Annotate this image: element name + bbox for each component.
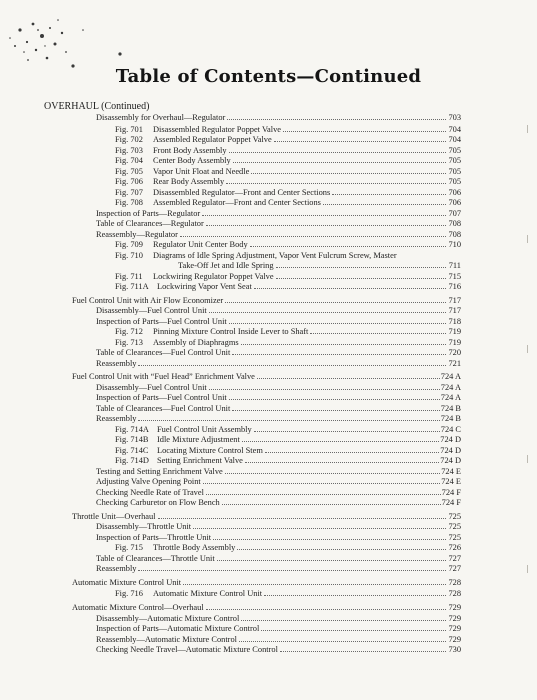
- figure-number: Fig. 703: [115, 146, 143, 155]
- toc-entry[interactable]: [115, 167, 461, 177]
- toc-entry[interactable]: [96, 383, 461, 393]
- entry-title: Pinning Mixture Control Inside Lever to Shaft: [153, 327, 309, 336]
- dot-leader: [229, 323, 446, 324]
- entry-title: Table of Clearances—Fuel Control Unit: [96, 348, 231, 357]
- dot-leader: [203, 483, 440, 484]
- dot-leader: [251, 173, 446, 174]
- toc-entry[interactable]: [115, 435, 461, 445]
- entry-title: Automatic Mixture Control Unit: [153, 589, 263, 598]
- toc-entry[interactable]: [115, 282, 461, 292]
- toc-entry[interactable]: [96, 635, 461, 645]
- figure-number: Fig. 712: [115, 327, 143, 336]
- dot-leader: [206, 609, 446, 610]
- toc-entry[interactable]: [115, 272, 461, 282]
- dot-leader: [138, 570, 446, 571]
- entry-title: Table of Clearances—Throttle Unit: [96, 554, 215, 563]
- dot-leader: [222, 504, 441, 505]
- page-number: 708: [448, 219, 461, 228]
- dot-leader: [138, 365, 446, 366]
- entry-title: Lockwiring Regulator Poppet Valve: [153, 272, 274, 281]
- figure-number: Fig. 707: [115, 188, 143, 197]
- dot-leader: [213, 539, 446, 540]
- page-number: 705: [448, 167, 461, 176]
- page-number: 725: [448, 522, 461, 531]
- page-number: 717: [448, 296, 461, 305]
- page-number: 724 C: [440, 425, 461, 434]
- page-number: 716: [448, 282, 461, 291]
- entry-title: Disassembled Regulator Poppet Valve: [153, 125, 282, 134]
- page-number: 729: [448, 614, 461, 623]
- toc-entry[interactable]: [96, 393, 461, 403]
- page-number: 725: [448, 533, 461, 542]
- page-number: 724 E: [441, 477, 461, 486]
- page-number: 715: [448, 272, 461, 281]
- entry-title: Assembled Regulator Poppet Valve: [153, 135, 272, 144]
- dot-leader: [254, 288, 446, 289]
- page-number: 725: [448, 512, 461, 521]
- toc-entry: [115, 251, 397, 261]
- dot-leader: [245, 462, 439, 463]
- dot-leader: [138, 420, 439, 421]
- page-number: 728: [448, 578, 461, 587]
- page-number: 729: [448, 635, 461, 644]
- entry-title: Idle Mixture Adjustment: [157, 435, 240, 444]
- entry-title: Fuel Control Unit with Air Flow Economizer: [72, 296, 224, 305]
- page-number: 727: [448, 554, 461, 563]
- dot-leader: [217, 560, 446, 561]
- dot-leader: [202, 215, 446, 216]
- toc-entry[interactable]: [72, 578, 461, 588]
- toc-entry[interactable]: [115, 135, 461, 145]
- entry-title: Inspection of Parts—Fuel Control Unit: [96, 393, 227, 402]
- page-number: 724 A: [440, 393, 461, 402]
- entry-title: Inspection of Parts—Automatic Mixture Control: [96, 624, 260, 633]
- toc-entry[interactable]: [96, 317, 461, 327]
- page-number: 724 D: [440, 446, 461, 455]
- dot-leader: [257, 378, 440, 379]
- dot-leader: [237, 549, 446, 550]
- entry-title: Fuel Control Unit with “Fuel Head” Enrichment Valve: [72, 372, 255, 381]
- figure-number: Fig. 704: [115, 156, 143, 165]
- page-number: 726: [448, 543, 461, 552]
- page-number: 705: [448, 146, 461, 155]
- entry-title: Setting Enrichment Valve: [157, 456, 243, 465]
- toc-entry[interactable]: [115, 146, 461, 156]
- entry-title: Inspection of Parts—Throttle Unit: [96, 533, 212, 542]
- dot-leader: [264, 595, 446, 596]
- toc-entry[interactable]: [96, 467, 461, 477]
- dot-leader: [227, 119, 446, 120]
- page-number: 719: [448, 327, 461, 336]
- entry-title: Table of Clearances—Fuel Control Unit: [96, 404, 231, 413]
- toc-entry[interactable]: [96, 359, 461, 369]
- dot-leader: [239, 641, 446, 642]
- entry-title: Assembly of Diaphragms: [153, 338, 239, 347]
- dot-leader: [232, 410, 439, 411]
- toc-entry[interactable]: [115, 543, 461, 553]
- dot-leader: [233, 162, 446, 163]
- dot-leader: [241, 620, 446, 621]
- toc-entry[interactable]: [72, 296, 461, 306]
- page-number: 706: [448, 198, 461, 207]
- page-number: 719: [448, 338, 461, 347]
- entry-title: Reassembly: [96, 359, 137, 368]
- toc-entry[interactable]: [115, 338, 461, 348]
- page-number: 724 F: [441, 498, 461, 507]
- figure-number: Fig. 706: [115, 177, 143, 186]
- toc-entry[interactable]: [96, 522, 461, 532]
- page-number: 724 A: [440, 383, 461, 392]
- toc-entry[interactable]: [115, 327, 461, 337]
- entry-title: Disassembly—Automatic Mixture Control: [96, 614, 240, 623]
- figure-number: Fig. 701: [115, 125, 143, 134]
- toc-entry[interactable]: [96, 645, 461, 655]
- toc-entry[interactable]: [115, 425, 461, 435]
- entry-title: Disassembled Regulator—Front and Center Sections: [153, 188, 331, 197]
- page-number: 724 A: [440, 372, 461, 381]
- entry-title: Reassembly—Regulator: [96, 230, 178, 239]
- dot-leader: [209, 389, 440, 390]
- dot-leader: [226, 183, 446, 184]
- entry-title: Regulator Unit Center Body: [153, 240, 248, 249]
- dot-leader: [180, 236, 446, 237]
- toc-entry[interactable]: [72, 603, 461, 613]
- dot-leader: [274, 141, 446, 142]
- toc-entry[interactable]: [115, 589, 461, 599]
- entry-title: Checking Needle Rate of Travel: [96, 488, 204, 497]
- toc-entry[interactable]: [96, 230, 461, 240]
- entry-title: Throttle Unit—Overhaul: [72, 512, 156, 521]
- toc-entry[interactable]: [96, 219, 461, 229]
- entry-title: Vapor Unit Float and Needle: [153, 167, 250, 176]
- dot-leader: [276, 267, 446, 268]
- page-number: 728: [448, 589, 461, 598]
- dot-leader: [261, 630, 446, 631]
- page-number: 718: [448, 317, 461, 326]
- page-number: 717: [448, 306, 461, 315]
- figure-number: Fig. 711A: [115, 282, 149, 291]
- page-number: 704: [448, 125, 461, 134]
- figure-number: Fig. 714D: [115, 456, 149, 465]
- entry-title: Adjusting Valve Opening Point: [96, 477, 201, 486]
- entry-title: Reassembly—Automatic Mixture Control: [96, 635, 237, 644]
- entry-title: Throttle Body Assembly: [153, 543, 236, 552]
- entry-title: Lockwiring Vapor Vent Seat: [157, 282, 252, 291]
- page-number: 705: [448, 156, 461, 165]
- page-number: 729: [448, 624, 461, 633]
- dot-leader: [265, 452, 439, 453]
- entry-title: Front Body Assembly: [153, 146, 227, 155]
- dot-leader: [310, 333, 446, 334]
- figure-number: Fig. 711: [115, 272, 143, 281]
- page-number: 724 F: [441, 488, 461, 497]
- page-number: 708: [448, 230, 461, 239]
- page-number: 703: [448, 113, 461, 122]
- figure-number: Fig. 716: [115, 589, 143, 598]
- dot-leader: [250, 246, 446, 247]
- toc-entry[interactable]: [115, 188, 461, 198]
- dot-leader: [225, 473, 441, 474]
- entry-title: Disassembly—Fuel Control Unit: [96, 306, 207, 315]
- page-number: 711: [448, 261, 461, 270]
- entry-title: Testing and Setting Enrichment Valve: [96, 467, 223, 476]
- dot-leader: [206, 225, 446, 226]
- entry-title: Inspection of Parts—Fuel Control Unit: [96, 317, 227, 326]
- entry-title: Center Body Assembly: [153, 156, 231, 165]
- figure-number: Fig. 708: [115, 198, 143, 207]
- entry-title: Automatic Mixture Control Unit: [72, 578, 182, 587]
- page-number: 724 E: [441, 467, 461, 476]
- dot-leader: [229, 152, 446, 153]
- toc-entry[interactable]: [115, 177, 461, 187]
- entry-title: Automatic Mixture Control—Overhaul: [72, 603, 204, 612]
- dot-leader: [242, 441, 439, 442]
- dot-leader: [209, 312, 446, 313]
- page-number: 721: [448, 359, 461, 368]
- entry-title: Reassembly: [96, 414, 137, 423]
- toc-entry[interactable]: [96, 614, 461, 624]
- figure-number: Fig. 714A: [115, 425, 149, 434]
- toc-entry[interactable]: [96, 306, 461, 316]
- toc-entry[interactable]: [96, 209, 461, 219]
- entry-title: Locating Mixture Control Stem: [157, 446, 263, 455]
- toc-entry[interactable]: [96, 554, 461, 564]
- page-number: 724 D: [440, 435, 461, 444]
- entry-title: Rear Body Assembly: [153, 177, 225, 186]
- page-number: 724 B: [440, 414, 461, 423]
- dot-leader: [232, 354, 446, 355]
- entry-title: Assembled Regulator—Front and Center Sections: [153, 198, 321, 207]
- dot-leader: [276, 278, 446, 279]
- page-number: 730: [448, 645, 461, 654]
- entry-title: Table of Clearances—Regulator: [96, 219, 204, 228]
- toc-entry[interactable]: [115, 240, 461, 250]
- entry-title: Inspection of Parts—Regulator: [96, 209, 201, 218]
- toc-entry[interactable]: [115, 125, 461, 135]
- entry-title: Disassembly—Throttle Unit: [96, 522, 192, 531]
- figure-number: Fig. 702: [115, 135, 143, 144]
- entry-title: Checking Needle Travel—Automatic Mixture Control: [96, 645, 278, 654]
- toc-entry[interactable]: [72, 512, 461, 522]
- page-number: 720: [448, 348, 461, 357]
- toc-entry[interactable]: [96, 498, 461, 508]
- dot-leader: [193, 528, 446, 529]
- entry-title: Disassembly—Fuel Control Unit: [96, 383, 207, 392]
- entry-title: Take-Off Jet and Idle Spring: [178, 261, 274, 270]
- toc-entry[interactable]: [178, 261, 461, 271]
- page-number: 705: [448, 177, 461, 186]
- entry-title: Diagrams of Idle Spring Adjustment, Vapor Vent Fulcrum Screw, Master: [153, 251, 397, 260]
- toc-entry[interactable]: [96, 404, 461, 414]
- entry-title: Disassembly for Overhaul—Regulator: [96, 113, 226, 122]
- figure-number: Fig. 710: [115, 251, 143, 260]
- dot-leader: [254, 431, 440, 432]
- figure-number: Fig. 715: [115, 543, 143, 552]
- toc-entry[interactable]: [96, 488, 461, 498]
- toc-entry[interactable]: [96, 414, 461, 424]
- dot-leader: [225, 302, 446, 303]
- dot-leader: [283, 131, 446, 132]
- page-number: 707: [448, 209, 461, 218]
- entry-title: Fuel Control Unit Assembly: [157, 425, 252, 434]
- page-number: 706: [448, 188, 461, 197]
- toc-entry[interactable]: [96, 624, 461, 634]
- dot-leader: [183, 584, 446, 585]
- page-title: Table of Contents—Continued: [115, 66, 422, 87]
- page-number: 724 D: [440, 456, 461, 465]
- entry-title: Reassembly: [96, 564, 137, 573]
- toc-entry[interactable]: [96, 533, 461, 543]
- toc-entry[interactable]: [96, 477, 461, 487]
- figure-number: Fig. 709: [115, 240, 143, 249]
- toc-entry[interactable]: [96, 113, 461, 123]
- dot-leader: [332, 194, 446, 195]
- figure-number: Fig. 714B: [115, 435, 149, 444]
- toc-entry[interactable]: [96, 348, 461, 358]
- section-heading: OVERHAUL (Continued): [44, 101, 150, 112]
- dot-leader: [280, 651, 446, 652]
- figure-number: Fig. 713: [115, 338, 143, 347]
- figure-number: Fig. 705: [115, 167, 143, 176]
- toc-entry[interactable]: [115, 446, 461, 456]
- toc-entry[interactable]: [115, 456, 461, 466]
- figure-number: Fig. 714C: [115, 446, 149, 455]
- dot-leader: [206, 494, 441, 495]
- page-number: 710: [448, 240, 461, 249]
- toc-entry[interactable]: [115, 198, 461, 208]
- page-number: 704: [448, 135, 461, 144]
- toc-entry[interactable]: [72, 372, 461, 382]
- page-number: 729: [448, 603, 461, 612]
- dot-leader: [241, 344, 446, 345]
- dot-leader: [229, 399, 440, 400]
- dot-leader: [323, 204, 446, 205]
- toc-entry[interactable]: [115, 156, 461, 166]
- page-number: 724 B: [440, 404, 461, 413]
- dot-leader: [158, 518, 447, 519]
- toc-entry[interactable]: [96, 564, 461, 574]
- page-number: 727: [448, 564, 461, 573]
- entry-title: Checking Carburetor on Flow Bench: [96, 498, 220, 507]
